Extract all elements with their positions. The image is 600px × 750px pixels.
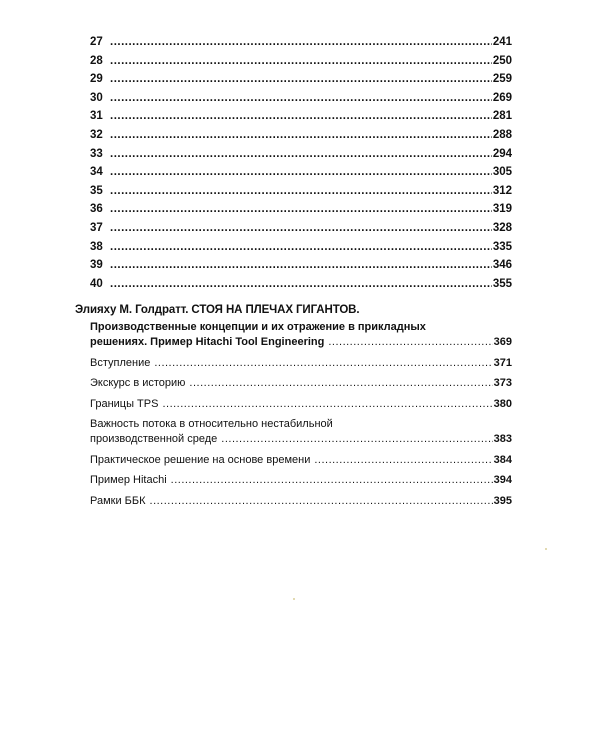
chapter-number: 36 (90, 203, 103, 216)
toc-entry (90, 473, 512, 488)
page-number: 335 (492, 240, 512, 253)
toc-row (90, 182, 512, 201)
dot-leader (110, 200, 492, 219)
entry-title: решениях. Пример Hitachi Tool Engineering (90, 336, 325, 348)
toc-entry (90, 494, 512, 509)
toc-row (90, 219, 512, 238)
page-number: 319 (492, 203, 512, 216)
toc-entry (90, 417, 512, 447)
section-entries (75, 320, 512, 509)
chapter-number: 27 (90, 36, 103, 48)
dot-leader (189, 376, 492, 391)
entry-title-line: Важность потока в относительно нестабильной (90, 418, 333, 430)
toc-row (90, 126, 512, 145)
page-number: 355 (492, 277, 512, 290)
entry-title: Границы TPS (90, 397, 159, 410)
toc-row (90, 52, 512, 71)
section-heading: Элияху М. Голдратт. СТОЯ НА ПЛЕЧАХ ГИГАНТОВ. (75, 304, 360, 316)
page-number: 328 (492, 221, 512, 234)
dot-leader (171, 473, 493, 488)
toc-entry (90, 397, 512, 412)
page-number: 346 (492, 259, 512, 272)
dot-leader (328, 335, 492, 350)
toc-row (90, 238, 512, 257)
page-number: 383 (493, 433, 512, 445)
page-number: 394 (493, 474, 512, 486)
dot-leader (110, 163, 492, 182)
entry-title: Вступление (90, 356, 151, 369)
toc-row (90, 89, 512, 108)
goldratt-section (75, 302, 512, 514)
paper-speck (545, 548, 547, 550)
toc-entry (90, 453, 512, 468)
page-number: 373 (493, 377, 512, 389)
toc-row (90, 145, 512, 164)
paper-speck (293, 598, 295, 600)
dot-leader (110, 126, 492, 145)
dot-leader (110, 107, 492, 126)
entry-title: Пример Hitachi (90, 474, 167, 486)
page-number: 281 (492, 110, 512, 123)
dot-leader (150, 494, 493, 509)
dot-leader (221, 432, 492, 447)
dot-leader (110, 256, 492, 275)
toc-row (90, 33, 512, 52)
page-number: 380 (493, 397, 512, 410)
page-number: 259 (492, 73, 512, 86)
page-number: 371 (493, 356, 512, 369)
page-number: 395 (493, 494, 512, 507)
toc-row (90, 275, 512, 294)
chapter-number: 35 (90, 184, 103, 197)
dot-leader (110, 89, 492, 108)
toc-entry (90, 356, 512, 371)
entry-title: производственной среде (90, 433, 218, 445)
dot-leader (162, 397, 492, 412)
chapter-number: 29 (90, 73, 103, 86)
page-number: 250 (492, 54, 512, 67)
dot-leader (154, 356, 492, 371)
chapter-number: 33 (90, 147, 103, 160)
page-number: 305 (492, 166, 512, 179)
dot-leader (110, 145, 492, 164)
page-number: 269 (492, 91, 512, 104)
chapter-number: 31 (90, 110, 103, 123)
toc-row (90, 163, 512, 182)
page-number: 384 (493, 453, 512, 466)
dot-leader (110, 70, 492, 89)
chapter-number: 28 (90, 54, 103, 67)
dot-leader (110, 219, 492, 238)
chapter-number: 38 (90, 240, 103, 253)
entry-title: Практическое решение на основе времени (90, 453, 311, 466)
page-number: 241 (492, 36, 512, 48)
toc-row (90, 200, 512, 219)
entry-title: Рамки ББК (90, 494, 146, 507)
chapter-number: 39 (90, 259, 103, 272)
dot-leader (314, 453, 492, 468)
chapter-number: 40 (90, 277, 103, 290)
dot-leader (110, 52, 492, 71)
entry-title-line: Производственные концепции и их отражение в прикладных (90, 321, 426, 333)
toc-row (90, 256, 512, 275)
dot-leader (110, 275, 492, 294)
page-number: 369 (493, 336, 512, 348)
toc-row (90, 107, 512, 126)
page-number: 288 (492, 128, 512, 141)
dot-leader (110, 238, 492, 257)
chapter-list (90, 33, 512, 293)
chapter-number: 34 (90, 166, 103, 179)
toc-entry (90, 320, 512, 350)
toc-entry (90, 376, 512, 391)
page-number: 312 (492, 184, 512, 197)
toc-row (90, 70, 512, 89)
chapter-number: 37 (90, 221, 103, 234)
chapter-number: 30 (90, 91, 103, 104)
dot-leader (110, 182, 492, 201)
entry-title: Экскурс в историю (90, 377, 186, 389)
page-number: 294 (492, 147, 512, 160)
chapter-number: 32 (90, 128, 103, 141)
dot-leader (110, 33, 492, 52)
